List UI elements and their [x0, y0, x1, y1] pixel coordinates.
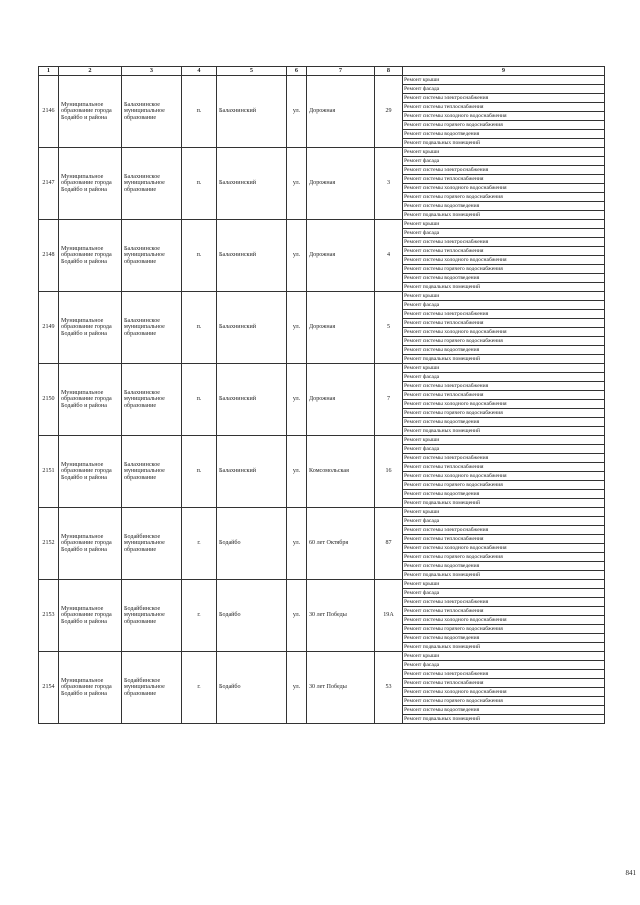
work-type-cell: Ремонт крыши: [403, 76, 605, 85]
work-type-cell: Ремонт фасада: [403, 229, 605, 238]
work-type-cell: Ремонт фасада: [403, 301, 605, 310]
settlement-cell: Балахнинское муниципальное образование: [122, 76, 182, 148]
table-row: [39, 580, 605, 589]
work-type-cell: Ремонт системы электроснабжения: [403, 94, 605, 103]
street-cell: 60 лет Октября: [307, 508, 375, 580]
header-col-4: 4: [182, 67, 217, 76]
work-type-cell: Ремонт подвальных помещений: [403, 427, 605, 436]
street-cell: Дорожная: [307, 148, 375, 220]
street-type-cell: ул.: [287, 580, 307, 652]
row-number: 2146: [39, 76, 59, 148]
work-type-cell: Ремонт системы электроснабжения: [403, 670, 605, 679]
locality-cell: Бодайбо: [217, 652, 287, 724]
work-type-cell: Ремонт системы холодного водоснабжения: [403, 112, 605, 121]
header-col-5: 5: [217, 67, 287, 76]
municipality-cell: Муниципальное образование города Бодайбо и района: [59, 292, 122, 364]
settlement-cell: Балахнинское муниципальное образование: [122, 292, 182, 364]
work-type-cell: Ремонт системы горячего водоснабжения: [403, 337, 605, 346]
locality-type-cell: п.: [182, 364, 217, 436]
work-type-cell: Ремонт системы водоотведения: [403, 346, 605, 355]
row-number: 2148: [39, 220, 59, 292]
work-type-cell: Ремонт системы теплоснабжения: [403, 391, 605, 400]
municipality-cell: Муниципальное образование города Бодайбо и района: [59, 652, 122, 724]
table-row: [39, 292, 605, 301]
street-cell: Дорожная: [307, 364, 375, 436]
work-type-cell: Ремонт системы теплоснабжения: [403, 319, 605, 328]
work-type-cell: Ремонт крыши: [403, 436, 605, 445]
work-type-cell: Ремонт фасада: [403, 373, 605, 382]
work-type-cell: Ремонт системы водоотведения: [403, 418, 605, 427]
header-col-2: 2: [59, 67, 122, 76]
work-type-cell: Ремонт подвальных помещений: [403, 715, 605, 724]
locality-cell: Балахнинский: [217, 436, 287, 508]
work-type-cell: Ремонт системы теплоснабжения: [403, 247, 605, 256]
work-type-cell: Ремонт фасада: [403, 157, 605, 166]
work-type-cell: Ремонт системы горячего водоснабжения: [403, 625, 605, 634]
locality-type-cell: г.: [182, 652, 217, 724]
locality-cell: Балахнинский: [217, 220, 287, 292]
work-type-cell: Ремонт крыши: [403, 508, 605, 517]
municipality-cell: Муниципальное образование города Бодайбо и района: [59, 148, 122, 220]
work-type-cell: Ремонт системы холодного водоснабжения: [403, 256, 605, 265]
work-type-cell: Ремонт системы холодного водоснабжения: [403, 544, 605, 553]
locality-cell: Балахнинский: [217, 364, 287, 436]
street-type-cell: ул.: [287, 292, 307, 364]
work-type-cell: Ремонт системы электроснабжения: [403, 598, 605, 607]
locality-type-cell: п.: [182, 220, 217, 292]
work-type-cell: Ремонт подвальных помещений: [403, 571, 605, 580]
street-cell: Дорожная: [307, 76, 375, 148]
house-number-cell: 53: [375, 652, 403, 724]
municipality-cell: Муниципальное образование города Бодайбо и района: [59, 508, 122, 580]
locality-type-cell: п.: [182, 292, 217, 364]
work-type-cell: Ремонт системы горячего водоснабжения: [403, 265, 605, 274]
work-type-cell: Ремонт системы холодного водоснабжения: [403, 616, 605, 625]
work-type-cell: Ремонт системы теплоснабжения: [403, 607, 605, 616]
municipality-cell: Муниципальное образование города Бодайбо и района: [59, 76, 122, 148]
settlement-cell: Бодайбинское муниципальное образование: [122, 652, 182, 724]
table-row: [39, 652, 605, 661]
work-type-cell: Ремонт системы горячего водоснабжения: [403, 697, 605, 706]
locality-cell: Балахнинский: [217, 148, 287, 220]
house-number-cell: 4: [375, 220, 403, 292]
work-type-cell: Ремонт системы теплоснабжения: [403, 103, 605, 112]
row-number: 2150: [39, 364, 59, 436]
work-type-cell: Ремонт системы электроснабжения: [403, 238, 605, 247]
work-type-cell: Ремонт крыши: [403, 220, 605, 229]
repair-register-table: [38, 66, 605, 724]
table-body: [39, 76, 605, 724]
work-type-cell: Ремонт крыши: [403, 580, 605, 589]
settlement-cell: Бодайбинское муниципальное образование: [122, 580, 182, 652]
header-col-9: 9: [403, 67, 605, 76]
municipality-cell: Муниципальное образование города Бодайбо и района: [59, 364, 122, 436]
street-cell: 30 лет Победы: [307, 580, 375, 652]
row-number: 2153: [39, 580, 59, 652]
settlement-cell: Балахнинское муниципальное образование: [122, 148, 182, 220]
house-number-cell: 87: [375, 508, 403, 580]
page-number: 841: [625, 869, 636, 877]
work-type-cell: Ремонт системы электроснабжения: [403, 526, 605, 535]
municipality-cell: Муниципальное образование города Бодайбо и района: [59, 220, 122, 292]
header-col-1: 1: [39, 67, 59, 76]
work-type-cell: Ремонт системы теплоснабжения: [403, 463, 605, 472]
row-number: 2152: [39, 508, 59, 580]
row-number: 2151: [39, 436, 59, 508]
work-type-cell: Ремонт фасада: [403, 661, 605, 670]
locality-cell: Бодайбо: [217, 580, 287, 652]
street-type-cell: ул.: [287, 148, 307, 220]
work-type-cell: Ремонт системы холодного водоснабжения: [403, 328, 605, 337]
street-type-cell: ул.: [287, 364, 307, 436]
street-type-cell: ул.: [287, 508, 307, 580]
table-row: [39, 148, 605, 157]
work-type-cell: Ремонт фасада: [403, 445, 605, 454]
header-col-3: 3: [122, 67, 182, 76]
house-number-cell: 16: [375, 436, 403, 508]
work-type-cell: Ремонт системы холодного водоснабжения: [403, 472, 605, 481]
street-type-cell: ул.: [287, 76, 307, 148]
house-number-cell: 7: [375, 364, 403, 436]
street-cell: Комсомольская: [307, 436, 375, 508]
work-type-cell: Ремонт системы электроснабжения: [403, 382, 605, 391]
settlement-cell: Балахнинское муниципальное образование: [122, 220, 182, 292]
street-type-cell: ул.: [287, 652, 307, 724]
municipality-cell: Муниципальное образование города Бодайбо и района: [59, 436, 122, 508]
work-type-cell: Ремонт системы холодного водоснабжения: [403, 688, 605, 697]
house-number-cell: 29: [375, 76, 403, 148]
settlement-cell: Балахнинское муниципальное образование: [122, 436, 182, 508]
locality-type-cell: г.: [182, 508, 217, 580]
house-number-cell: 19А: [375, 580, 403, 652]
work-type-cell: Ремонт системы водоотведения: [403, 202, 605, 211]
work-type-cell: Ремонт подвальных помещений: [403, 283, 605, 292]
work-type-cell: Ремонт системы электроснабжения: [403, 166, 605, 175]
row-number: 2149: [39, 292, 59, 364]
work-type-cell: Ремонт подвальных помещений: [403, 139, 605, 148]
street-cell: Дорожная: [307, 220, 375, 292]
table-row: [39, 76, 605, 85]
settlement-cell: Бодайбинское муниципальное образование: [122, 508, 182, 580]
work-type-cell: Ремонт системы теплоснабжения: [403, 679, 605, 688]
header-row: [39, 67, 605, 76]
table-row: [39, 508, 605, 517]
work-type-cell: Ремонт фасада: [403, 517, 605, 526]
table-row: [39, 364, 605, 373]
work-type-cell: Ремонт системы водоотведения: [403, 706, 605, 715]
work-type-cell: Ремонт крыши: [403, 292, 605, 301]
work-type-cell: Ремонт системы горячего водоснабжения: [403, 121, 605, 130]
header-col-8: 8: [375, 67, 403, 76]
work-type-cell: Ремонт системы холодного водоснабжения: [403, 400, 605, 409]
locality-cell: Бодайбо: [217, 508, 287, 580]
work-type-cell: Ремонт системы горячего водоснабжения: [403, 409, 605, 418]
work-type-cell: Ремонт крыши: [403, 364, 605, 373]
work-type-cell: Ремонт подвальных помещений: [403, 211, 605, 220]
work-type-cell: Ремонт системы электроснабжения: [403, 310, 605, 319]
table-row: [39, 220, 605, 229]
work-type-cell: Ремонт системы теплоснабжения: [403, 175, 605, 184]
row-number: 2147: [39, 148, 59, 220]
work-type-cell: Ремонт подвальных помещений: [403, 355, 605, 364]
work-type-cell: Ремонт системы водоотведения: [403, 634, 605, 643]
street-type-cell: ул.: [287, 220, 307, 292]
work-type-cell: Ремонт системы водоотведения: [403, 130, 605, 139]
settlement-cell: Балахнинское муниципальное образование: [122, 364, 182, 436]
work-type-cell: Ремонт крыши: [403, 652, 605, 661]
table-row: [39, 436, 605, 445]
table-header: [39, 67, 605, 76]
header-col-6: 6: [287, 67, 307, 76]
work-type-cell: Ремонт фасада: [403, 85, 605, 94]
work-type-cell: Ремонт подвальных помещений: [403, 643, 605, 652]
work-type-cell: Ремонт крыши: [403, 148, 605, 157]
locality-type-cell: п.: [182, 148, 217, 220]
work-type-cell: Ремонт системы горячего водоснабжения: [403, 481, 605, 490]
work-type-cell: Ремонт системы горячего водоснабжения: [403, 553, 605, 562]
work-type-cell: Ремонт системы теплоснабжения: [403, 535, 605, 544]
row-number: 2154: [39, 652, 59, 724]
work-type-cell: Ремонт подвальных помещений: [403, 499, 605, 508]
work-type-cell: Ремонт фасада: [403, 589, 605, 598]
street-cell: Дорожная: [307, 292, 375, 364]
street-cell: 30 лет Победы: [307, 652, 375, 724]
street-type-cell: ул.: [287, 436, 307, 508]
house-number-cell: 5: [375, 292, 403, 364]
work-type-cell: Ремонт системы водоотведения: [403, 490, 605, 499]
locality-type-cell: п.: [182, 436, 217, 508]
locality-type-cell: г.: [182, 580, 217, 652]
locality-cell: Балахнинский: [217, 76, 287, 148]
work-type-cell: Ремонт системы водоотведения: [403, 562, 605, 571]
locality-type-cell: п.: [182, 76, 217, 148]
header-col-7: 7: [307, 67, 375, 76]
house-number-cell: 3: [375, 148, 403, 220]
work-type-cell: Ремонт системы электроснабжения: [403, 454, 605, 463]
municipality-cell: Муниципальное образование города Бодайбо и района: [59, 580, 122, 652]
work-type-cell: Ремонт системы водоотведения: [403, 274, 605, 283]
work-type-cell: Ремонт системы горячего водоснабжения: [403, 193, 605, 202]
locality-cell: Балахнинский: [217, 292, 287, 364]
work-type-cell: Ремонт системы холодного водоснабжения: [403, 184, 605, 193]
